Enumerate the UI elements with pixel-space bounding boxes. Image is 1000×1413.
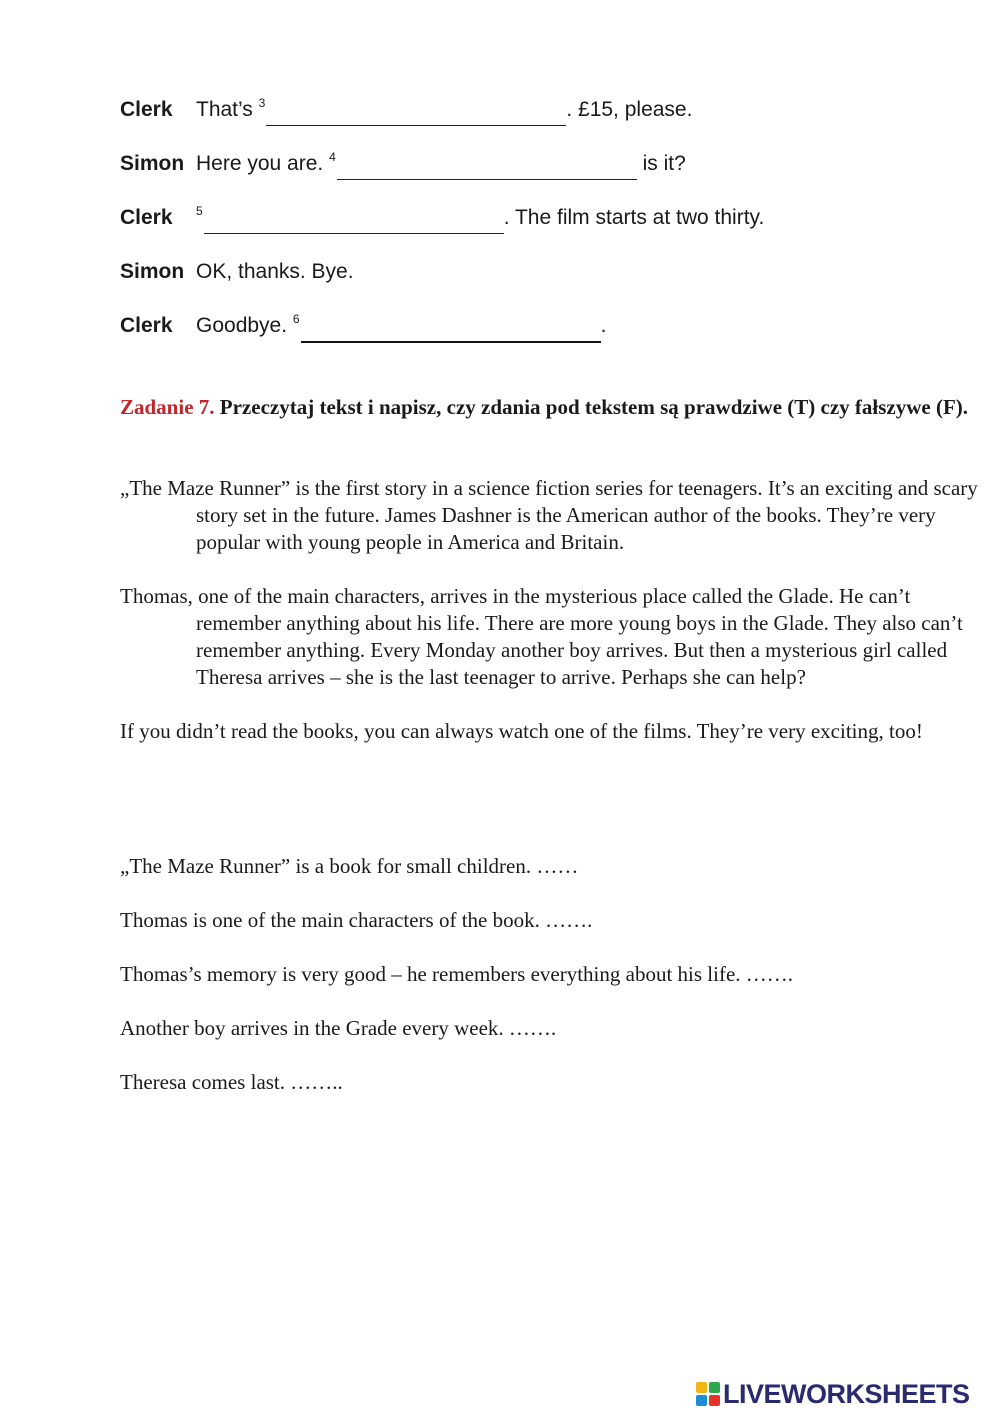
dialogue-text: Goodbye. [196,314,293,337]
speaker-label: Clerk [120,206,173,229]
speaker-label: Simon [120,152,185,175]
reading-paragraph-3: If you didn’t read the books, you can always watch one of the films. They’re very exciting, too! [120,719,923,743]
task-label: Zadanie 7. [120,395,215,419]
answer-gap-6[interactable] [301,321,601,343]
dialogue-line-3 [120,205,764,233]
dialogue-line-4 [120,259,354,285]
speaker-label: Clerk [120,314,173,337]
statement-3: Thomas’s memory is very good – he remembers everything about his life. ……. [120,962,794,986]
reading-paragraph-1: „The Maze Runner” is the first story in a science fiction series for teenagers. It’s an exciting and scary story set in the future. James Dashner is the American author of the books. They’re very popular with young people in America and Britain. [120,476,978,554]
gap-number: 4 [329,150,336,164]
statement-2: Thomas is one of the main characters of the book. ……. [120,908,593,932]
dialogue-text: Here you are. [196,152,330,175]
speaker-label: Simon [120,260,185,283]
dialogue-line-1 [120,97,692,125]
liveworksheets-logo [696,1378,970,1410]
logo-text: LIVEWORKSHEETS [723,1379,970,1409]
answer-gap-3[interactable] [266,105,566,126]
reading-paragraph-2: Thomas, one of the main characters, arrives in the mysterious place called the Glade. He can’t remember anything about his life. There are more young boys in the Glade. They also can’t remember anything. Every Monday another boy arrives. But then a mysterious girl called Theresa arrives – she is the last teenager to arrive. Perhaps she can help? [120,584,963,689]
answer-gap-4[interactable] [337,159,637,180]
statement-4: Another boy arrives in the Grade every week. ……. [120,1016,557,1040]
dialogue-text: . The film starts at two thirty. [503,206,765,229]
dialogue-line-2 [120,151,686,179]
speaker-label: Clerk [120,98,173,121]
logo-squares-icon [696,1382,720,1406]
dialogue-text: . [600,314,607,337]
gap-number: 5 [196,204,203,218]
statement-1: „The Maze Runner” is a book for small children. …… [120,854,579,878]
answer-gap-5[interactable] [204,213,504,234]
gap-number: 3 [258,96,266,110]
dialogue-text: . £15, please. [566,98,693,121]
dialogue-text: is it? [636,152,686,175]
task-instruction: Przeczytaj tekst i napisz, czy zdania pod tekstem są prawdziwe (T) czy fałszywe (F). [219,395,969,419]
dialogue-text: OK, thanks. Bye. [196,260,354,283]
dialogue-line-5 [120,313,606,341]
statement-5: Theresa comes last. …….. [120,1070,343,1094]
gap-number: 6 [292,312,300,326]
dialogue-text: That’s [196,98,259,121]
task-heading [120,394,986,421]
